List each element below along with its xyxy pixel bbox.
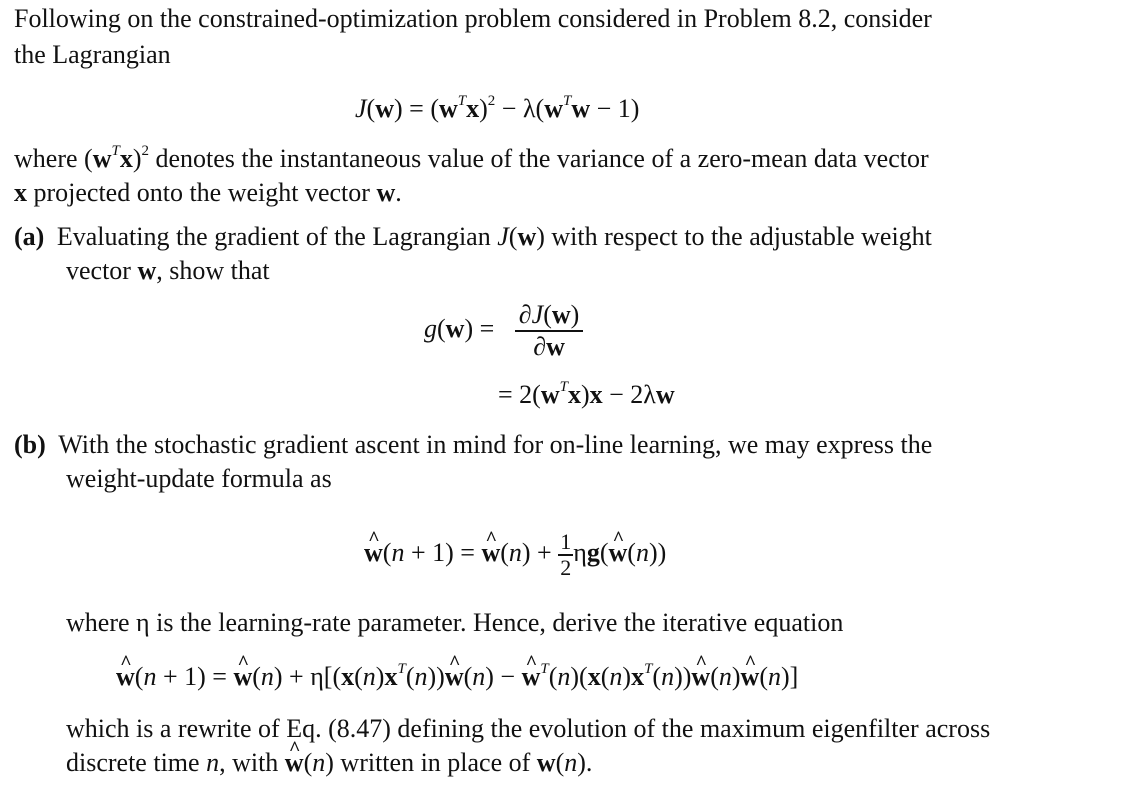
part-a-text-1: Evaluating the gradient of the Lagrangian [56,222,498,251]
gradient-equation-line-2: = $2(w^Tx)x - 2\lambda w$ [498,379,675,409]
intro-text-1: Following on the constrained-optimization problem considered in Problem 8.2, consider [14,4,932,33]
final-line-1 [66,712,990,746]
projected-text: projected onto the weight vector [27,178,377,207]
final-text-1: which is a rewrite of Eq. (8.47) defining the evolution of the maximum eigenfilter across [66,714,991,743]
variance-text: denotes the instantaneous value of the variance of a zero-mean data vector [148,144,929,173]
learning-rate-text: where η is the learning-rate parameter. Hence, derive the iterative equation [66,608,844,637]
update-equation: ^ w(n + 1) = ^ w(n) + $\frac{1}{2}$ ηg(^ w(n)) [364,530,666,580]
gradient-equation: g(w) = $\frac{\partial J(w)}{\partial w}$ [424,300,583,362]
learning-rate-line [66,606,843,640]
part-a-line-1: (a) Evaluating the gradient of the Lagrangian J(w) with respect to the adjustable weight [14,222,932,251]
variance-description-line-2: x projected onto the weight vector w. [14,178,402,207]
gradient-fraction: $\frac{\partial J(w)}{\partial w}$ [515,300,584,362]
intro-text-2: the Lagrangian [14,40,171,69]
part-a-line-2: vector w, show that [66,256,270,285]
part-a-label: (a) [14,222,45,251]
part-b-text-1: With the stochastic gradient ascent in mind for on-line learning, we may express the [58,430,933,459]
final-line-2: discrete time n, with ^ w(n) written in place of w(n). [66,746,592,780]
part-b-line-2 [66,462,332,496]
intro-line-2 [14,38,171,72]
part-b-line-1 [14,428,932,462]
intro-line-1 [14,2,932,36]
part-b-text-2: weight-update formula as [66,464,332,493]
where-word: where [14,144,85,173]
lagrangian-equation: $J(w) = (w^Tx)^2 - \lambda(w^Tw - 1)$ [355,93,640,123]
half-fraction: $\frac{1}{2}$ [560,529,572,580]
part-b-label: (b) [14,430,46,459]
iterative-equation: ^ w(n + 1) = ^ $w(n) + \eta[(x(n)x^T(n))\^{}$ w(n) − ^ $w^T(n)(x(n)x^T(n))\^{}$ w(n)^ w(n)] [116,660,798,694]
variance-description-line-1: where $(w^Tx)^2$ denotes the instantaneous value of the variance of a zero-mean data vector [14,143,929,173]
